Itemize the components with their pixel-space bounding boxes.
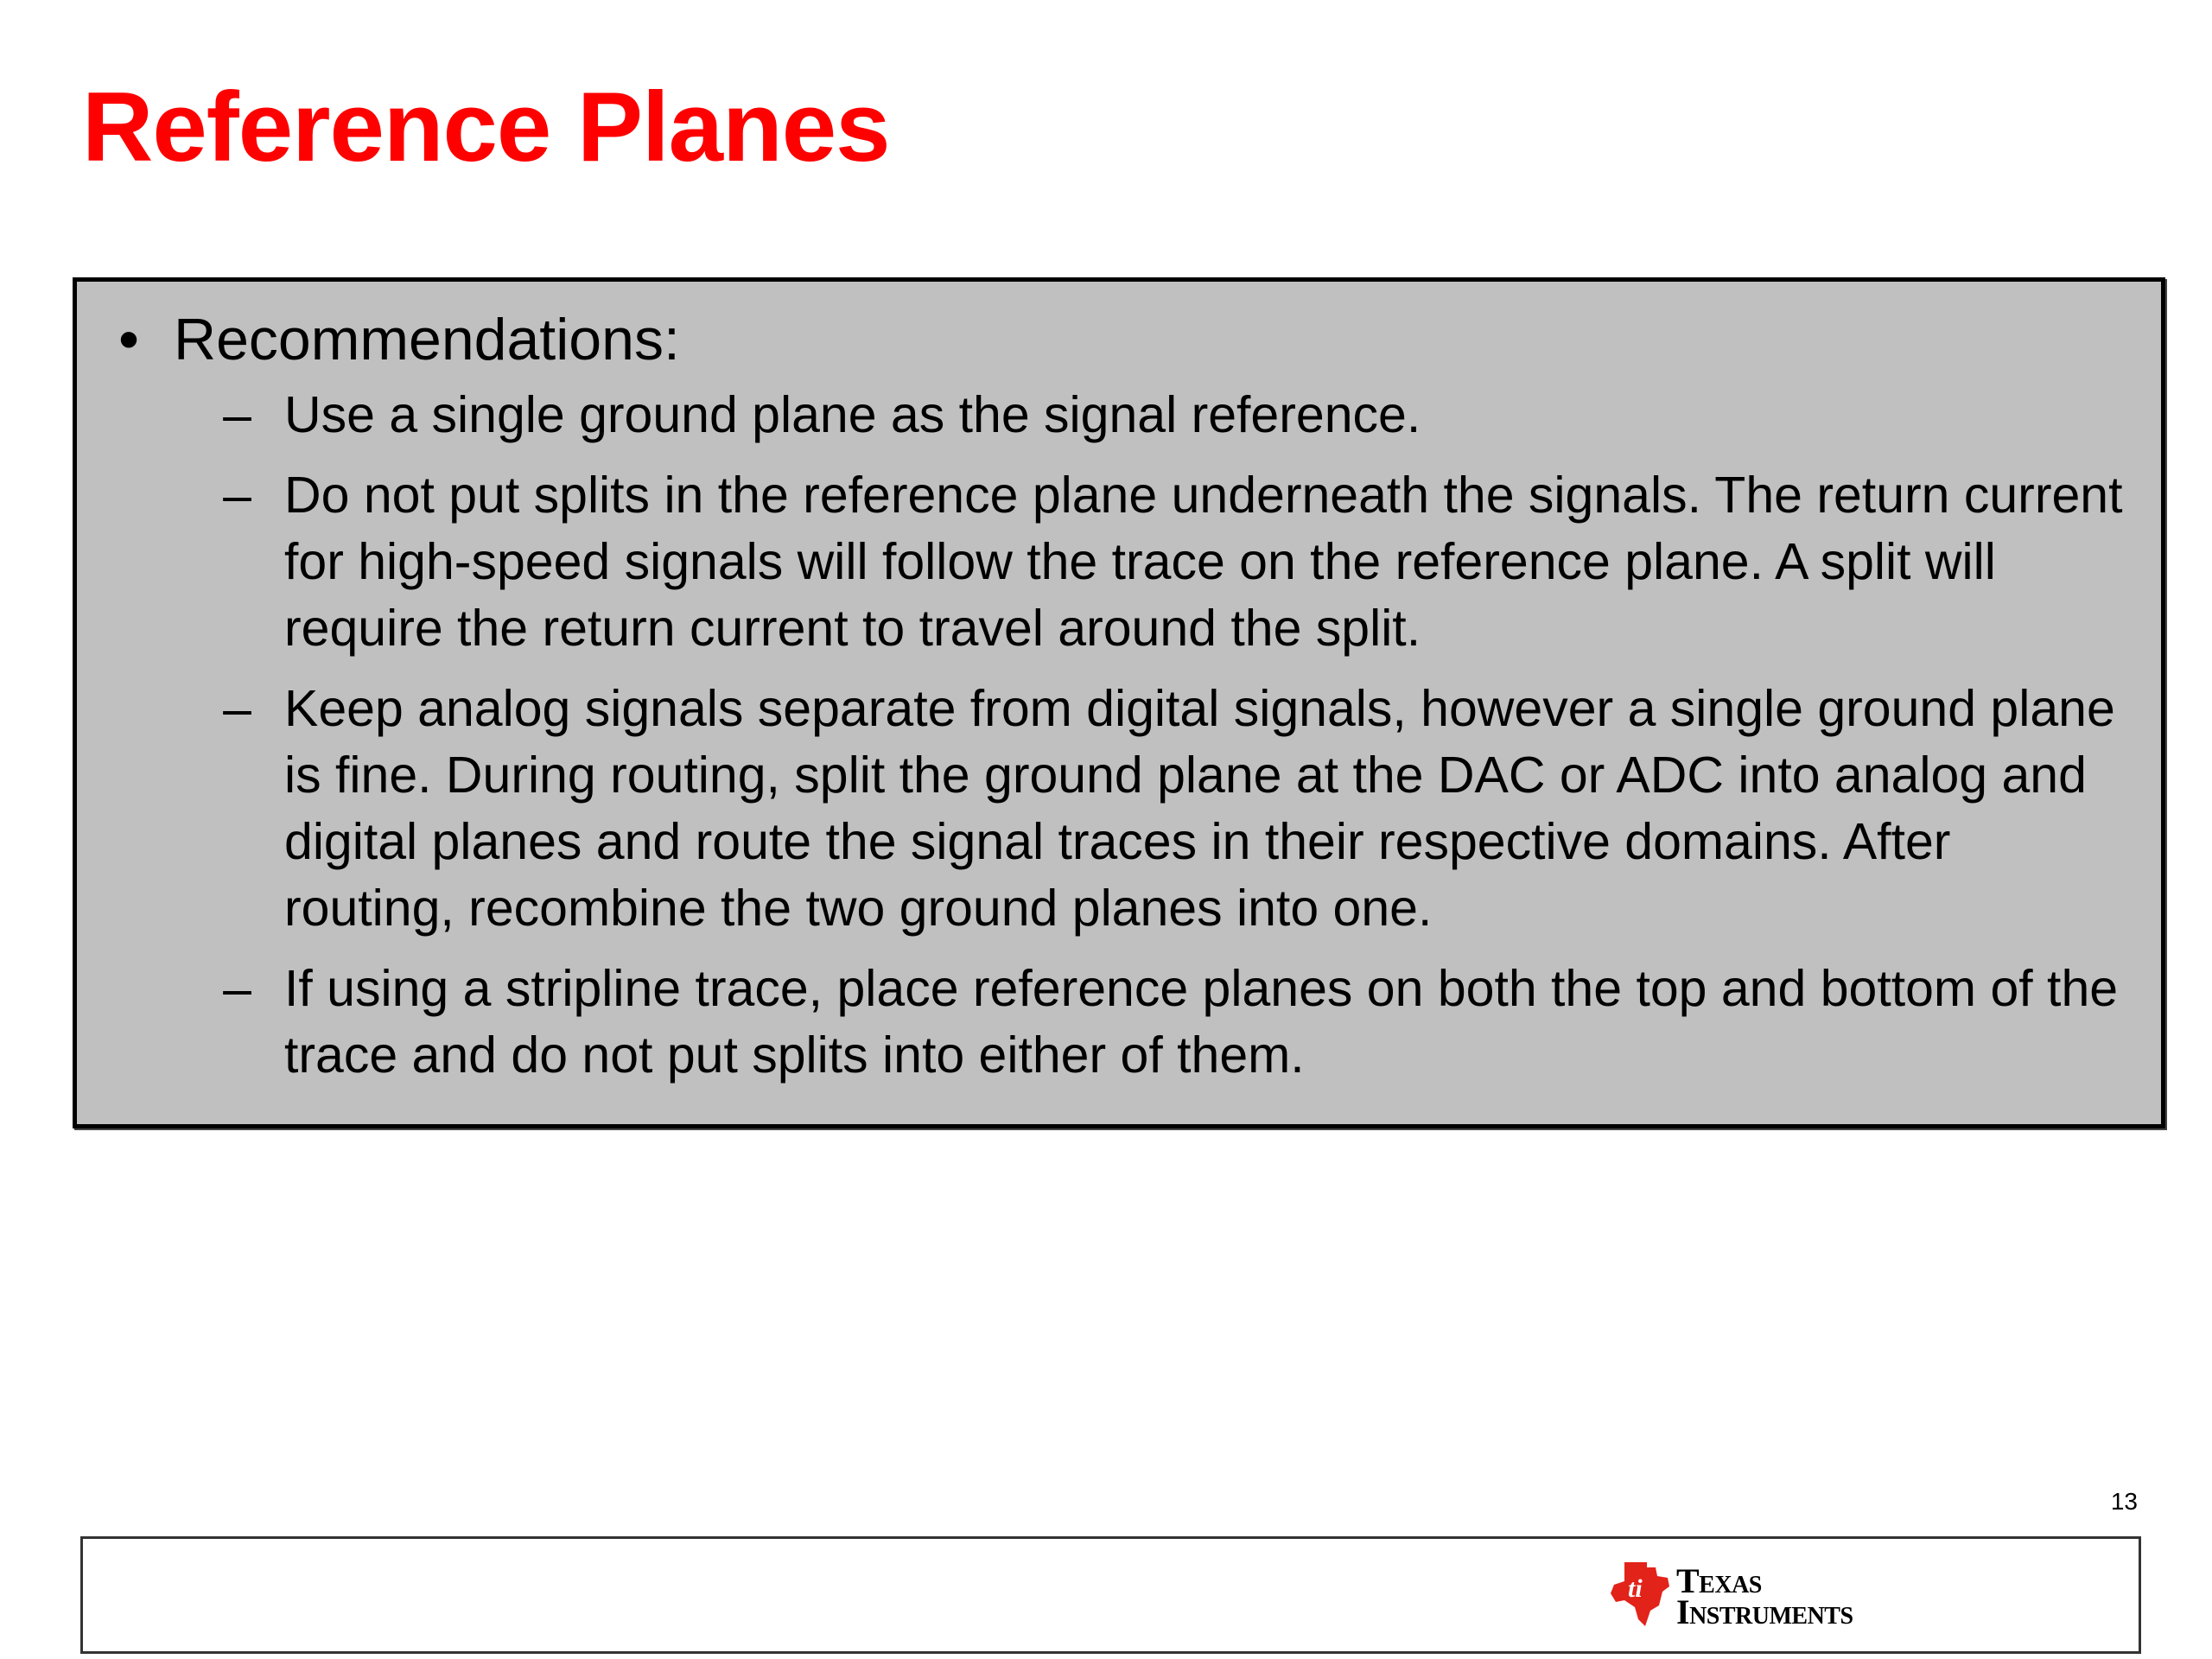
dash-marker: – [223,467,251,524]
sub-bullet-item [111,956,2126,1089]
sub-bullet-item [111,462,2126,662]
sub-bullet-text: Keep analog signals separate from digital signals, however a single ground plane is fine. During routing, split the ground plane at the DAC or ADC into analog and digital planes and route the signal traces in their respective domains. After routing, recombine the two ground planes into one. [284,680,2115,937]
dash-marker: – [223,960,251,1017]
logo-line2: Instruments [1676,1592,1853,1631]
logo-line1: Texas [1676,1561,1762,1600]
logo-wordmark [1676,1561,1853,1631]
slide-title: Reference Planes [82,73,890,182]
texas-instruments-logo [1607,1555,1892,1633]
sub-bullet-text: If using a stripline trace, place reference planes on both the top and bottom of the trace and do not put splits into either of them. [284,960,2119,1084]
ti-logo-icon [1607,1557,1673,1630]
main-bullet-text: Recommendations: [174,307,680,372]
recommendations-box [73,277,2165,1128]
svg-text:ti: ti [1628,1574,1643,1603]
dash-marker: – [223,386,251,443]
main-bullet [111,304,2126,375]
sub-bullet-item [111,382,2126,448]
bullet-dot: • [118,307,139,372]
sub-bullet-list [111,382,2126,1089]
sub-bullet-text: Use a single ground plane as the signal reference. [284,386,1421,443]
page-number: 13 [2110,1488,2138,1515]
dash-marker: – [223,680,251,737]
sub-bullet-text: Do not put splits in the reference plane underneath the signals. The return current for high-speed signals will follow the trace on the reference plane. A split will require the return current to travel around the split. [284,467,2123,657]
sub-bullet-item [111,676,2126,942]
